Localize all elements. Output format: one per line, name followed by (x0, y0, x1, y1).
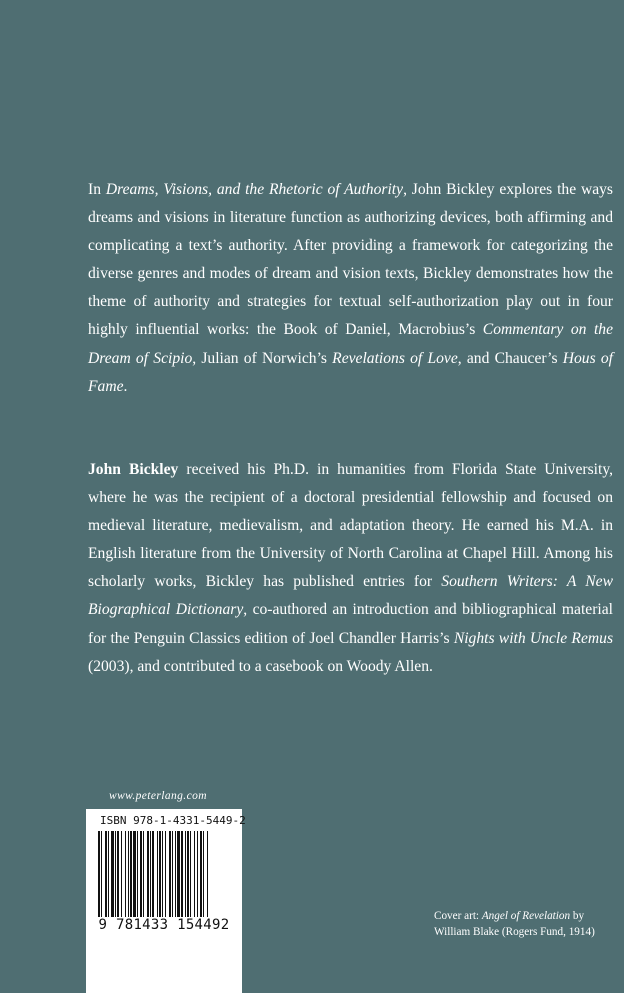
work-title: Revelations of Love (332, 349, 458, 367)
barcode-digits: 9 781433 154492 (98, 917, 230, 933)
work-title: Hous of Fame (88, 349, 614, 395)
barcode-panel (86, 809, 246, 993)
synopsis-text: , and Chaucer’s (457, 349, 563, 367)
credit-suffix: by William Blake (Rogers Fund, 1914) (434, 910, 595, 938)
work-title: Commentary on the Dream of Scipio (88, 321, 614, 367)
author-name: John Bickley (88, 461, 179, 478)
synopsis-text: . (123, 377, 128, 395)
synopsis-text: In (88, 181, 106, 198)
bio-text: received his Ph.D. in humanities from Florida State University, where he was the recipient of a doctoral presidential fellowship and focused on medieval literature, medievalism, and adaptation theory. He earned his M.A. in English literature from the University of North Carolina at Chapel Hill. Among his scholarly works, Bickley has published entries for (88, 461, 613, 591)
barcode-icon (98, 831, 232, 917)
book-title: Dreams, Visions, and the Rhetoric of Authority (105, 181, 404, 198)
synopsis-text: , Julian of Norwich’s (192, 349, 333, 367)
artwork-title: Angel of Revelation (481, 910, 571, 922)
synopsis-text: , John Bickley explores the ways dreams and visions in literature function as authorizing devices, both affirming and complicating a text’s authority. After providing a framework for categorizing the diverse genres and modes of dream and vision texts, Bickley demonstrates how the theme of authority and strategies for textual self-authorization play out in four highly influential works: the Book of Daniel, Macrobius’s (88, 181, 614, 339)
synopsis-paragraph (88, 176, 613, 401)
bio-text: , co-authored an introduction and bibliographical material for the Penguin Classics edition of Joel Chandler Harris’s (88, 601, 613, 647)
publisher-url[interactable]: www.peterlang.com (109, 790, 207, 802)
cover-art-credit (434, 908, 619, 940)
bio-text: (2003), and contributed to a casebook on Woody Allen. (88, 657, 433, 675)
work-title: Southern Writers: A New Biographical Dictionary (88, 573, 613, 619)
credit-prefix: Cover art: (434, 910, 482, 922)
work-title: Nights with Uncle Remus (453, 629, 614, 647)
author-bio-paragraph (88, 456, 613, 681)
isbn-label: ISBN 978-1-4331-5449-2 (100, 814, 246, 827)
